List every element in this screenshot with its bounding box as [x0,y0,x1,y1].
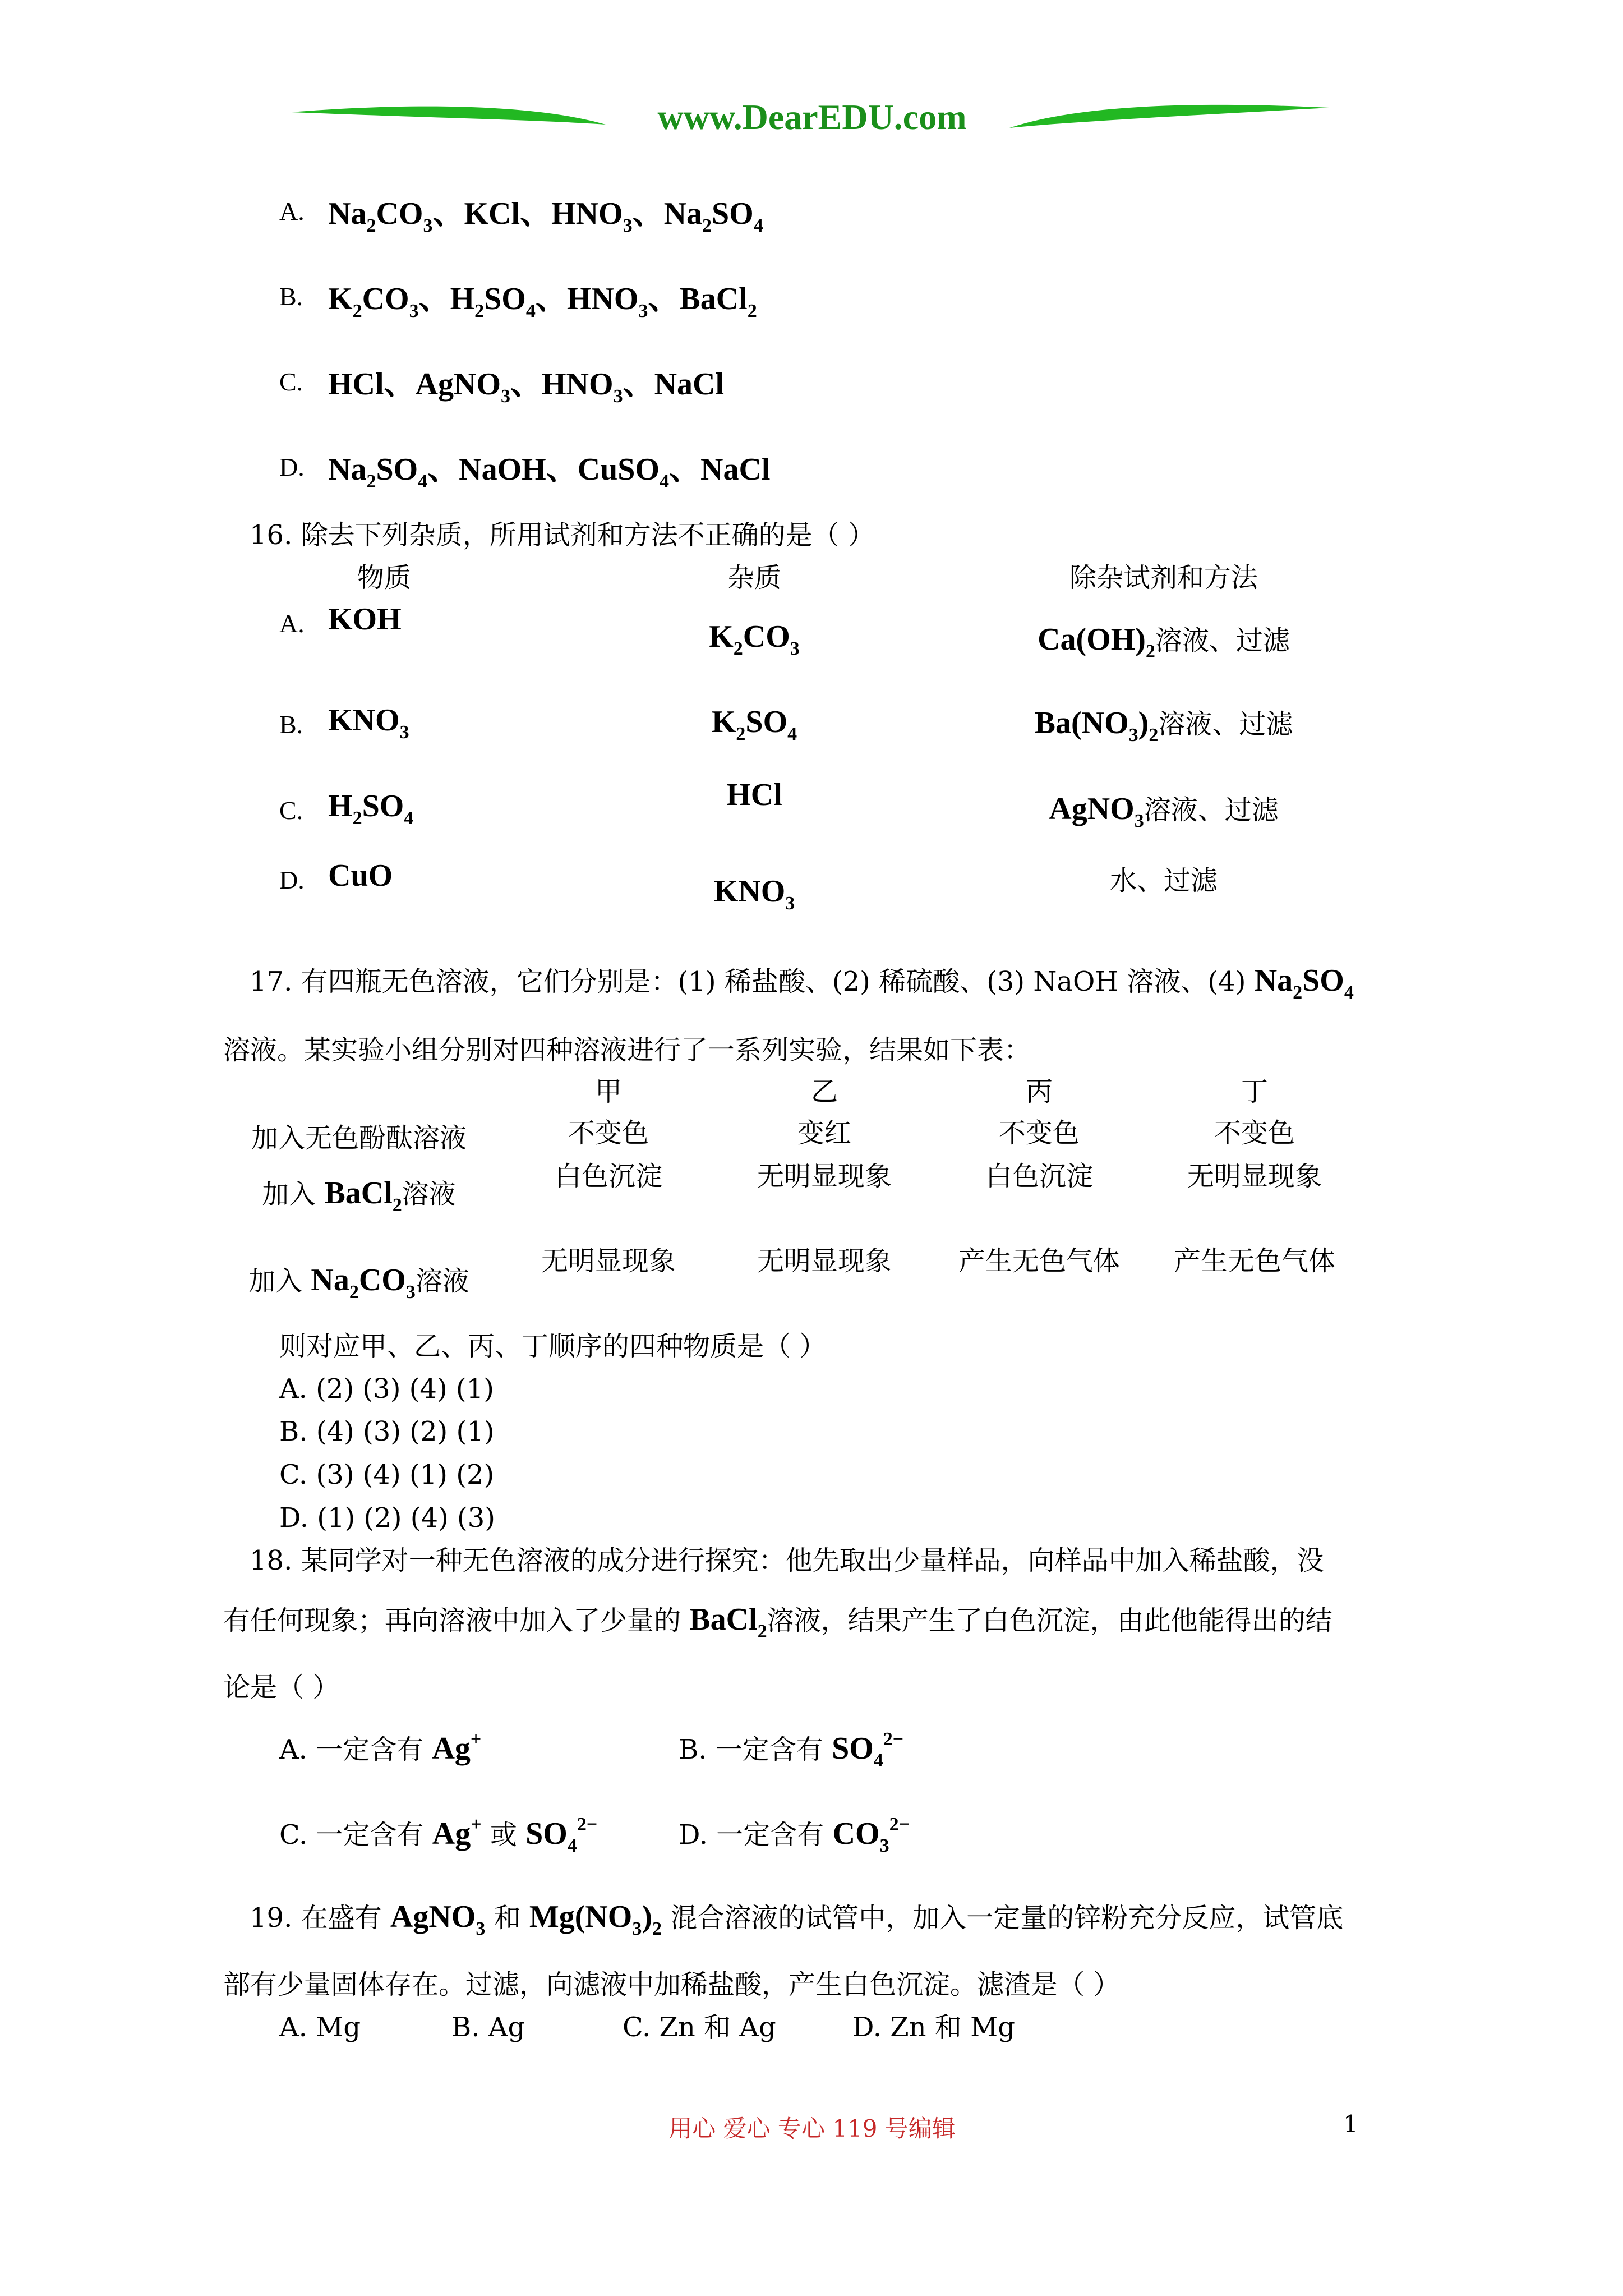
q17-row3-label: 加入 $Na_2CO_3$溶液 [248,1263,469,1303]
q16-header-method: 除杂试剂和方法 [1069,562,1258,593]
q17-col-yi: 乙 [810,1076,838,1107]
q17-r2-c4: 无明显现象 [1187,1161,1322,1192]
q17-stem-formula: $Na_2SO_4$ [1254,963,1354,1003]
q17-r1-c2: 变红 [797,1117,852,1149]
q16-row-c-substance: $H_2SO_4$ [328,789,414,829]
q17-option-b: B. (4) (3) (2) (1) [279,1416,495,1447]
q17-option-d: D. (1) (2) (4) (3) [279,1502,496,1534]
q16-row-a-method: $Ca(OH)_2$溶液、过滤 [1038,622,1290,662]
q19-option-b: B. Ag [451,2012,525,2043]
q19-option-c: C. Zn 和 Ag [623,2012,776,2043]
q17-row1-label: 加入无色酚酞溶液 [251,1122,467,1154]
q17-r1-c4: 不变色 [1214,1117,1295,1149]
q17-col-ding: 丁 [1241,1076,1269,1107]
q15-option-b-formula: $K_2CO_3$、$H_2SO_4$、$HNO_3$、BaCl$_2$ [328,282,757,321]
page-number: 1 [1343,2110,1358,2138]
q17-col-jia: 甲 [594,1076,623,1107]
q16-row-c-impurity: HCl [726,777,782,812]
q17-r3-c1: 无明显现象 [541,1245,676,1277]
q18-option-b: B. 一定含有 $SO_4^{2-}$ [679,1729,904,1771]
q18-bacl2-formula: BaCl$_2$ [689,1602,767,1642]
q19-line2: 部有少量固体存在。过滤，向滤液中加稀盐酸，产生白色沉淀。滤渣是（ ） [223,1969,1121,2000]
q18-line1: 18. 某同学对一种无色溶液的成分进行探究：他先取出少量样品，向样品中加入稀盐酸，没 [250,1545,1324,1576]
q15-option-c-formula: HCl、AgNO$_3$、$HNO_3$、NaCl [328,367,725,407]
q17-r2-c3: 白色沉淀 [985,1161,1094,1192]
logo-text: www.DearEDU.com [657,97,967,137]
q16-row-d-method: 水、过滤 [1109,865,1218,896]
q17-option-a: A. (2) (3) (4) (1) [279,1373,494,1405]
q18-line3: 论是（ ） [223,1672,340,1703]
q19-option-a: A. Mg [279,2012,361,2043]
q15-option-d: D. [279,453,305,481]
q16-row-c-label: C. [279,796,303,825]
q16-row-d-substance: CuO [328,858,393,893]
q16-stem: 16. 除去下列杂质，所用试剂和方法不正确的是（ ） [250,519,875,551]
q16-row-a-impurity: $K_2CO_3$ [709,619,800,659]
q18-line2: 有任何现象；再向溶液中加入了少量的 BaCl$_2$溶液，结果产生了白色沉淀，由此他能得出的结 [223,1602,1332,1642]
q16-row-d-label: D. [279,866,305,894]
footer-note: 用心 爱心 专心 119 号编辑 [668,2115,956,2142]
q17-stem-line2: 溶液。某实验小组分别对四种溶液进行了一系列实验，结果如下表： [223,1034,1031,1066]
q17-question: 则对应甲、乙、丙、丁顺序的四种物质是（ ） [279,1331,827,1362]
q17-r1-c3: 不变色 [998,1117,1080,1149]
q16-row-a-substance: KOH [328,602,402,637]
q19-line1: 19. 在盛有 AgNO$_3$ 和 $Mg(NO_3)_2$ 混合溶液的试管中，加入一定量的锌粉充分反应，试管底 [250,1899,1344,1939]
q16-row-b-substance: $KNO_3$ [328,703,409,743]
q16-row-b-method: $Ba(NO_3)_2$溶液、过滤 [1034,706,1293,746]
q17-col-bing: 丙 [1025,1076,1053,1107]
q17-option-c: C. (3) (4) (1) (2) [279,1459,495,1490]
q15-option-d-formula: $Na_2SO_4$、NaOH、CuSO$_4$、NaCl [328,452,771,492]
q18-option-a: A. 一定含有 Ag+ [279,1729,482,1766]
q16-row-b-label: B. [279,710,303,739]
q17-r3-c4: 产生无色气体 [1173,1245,1336,1277]
q17-row2-label: 加入 BaCl$_2$溶液 [262,1176,456,1216]
q16-row-d-impurity: $KNO_3$ [713,874,795,914]
q17-r2-c1: 白色沉淀 [554,1161,663,1192]
q16-row-b-impurity: $K_2SO_4$ [711,705,797,744]
q18-option-c: C. 一定含有 Ag+ 或 $SO_4^{2-}$ [279,1814,598,1856]
q15-option-b: B. [279,282,303,311]
q19-option-d: D. Zn 和 Mg [852,2012,1015,2043]
q15-option-a: A. [279,197,305,226]
q16-header-substance: 物质 [357,562,412,593]
q17-r3-c3: 产生无色气体 [958,1245,1121,1277]
q17-stem-line1: 17. 有四瓶无色溶液，它们分别是：(1) 稀盐酸、(2) 稀硫酸、(3) NaOH 溶液、(4) $Na_2SO_4$ [250,963,1354,1003]
q16-row-a-label: A. [279,609,305,638]
q15-option-c: C. [279,367,303,396]
q17-r3-c2: 无明显现象 [757,1245,892,1277]
q17-r2-c2: 无明显现象 [757,1161,892,1192]
q16-row-c-method: AgNO$_3$溶液、过滤 [1049,792,1279,831]
q17-r1-c1: 不变色 [568,1117,649,1149]
q16-header-impurity: 杂质 [727,562,782,593]
q18-option-d: D. 一定含有 $CO_3^{2-}$ [679,1814,910,1856]
q15-option-a-formula: $Na_2CO_3$、KCl、$HNO_3$、$Na_2SO_4$ [328,196,763,236]
